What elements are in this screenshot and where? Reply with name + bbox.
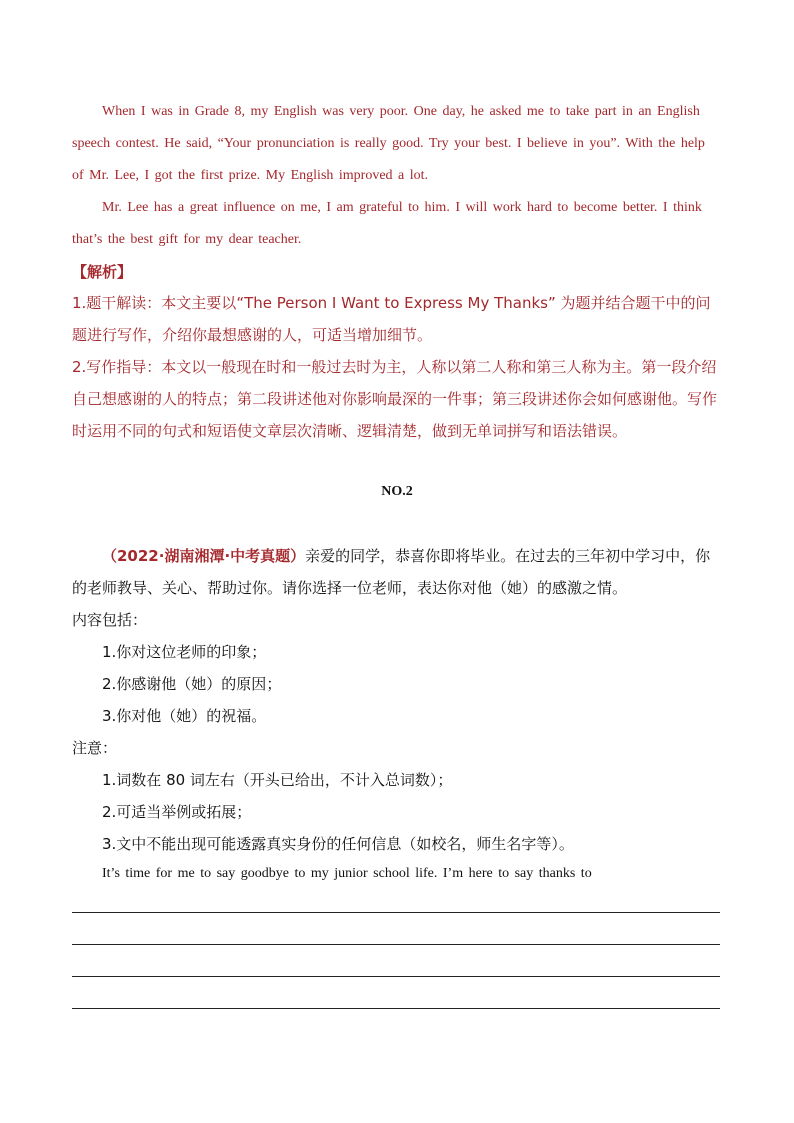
section-title: NO.2 <box>381 484 413 499</box>
note-item: 1.词数在 80 词左右（开头已给出，不计入总词数）； <box>102 771 453 789</box>
answer-line[interactable] <box>72 944 720 945</box>
answer-line[interactable] <box>72 1008 720 1009</box>
content-item: 3.你对他（她）的祝福。 <box>102 707 267 725</box>
notes-label: 注意： <box>72 739 118 757</box>
content-item: 1.你对这位老师的印象； <box>102 643 267 661</box>
content-label: 内容包括： <box>72 611 148 629</box>
note-item: 2.可适当举例或拓展； <box>102 803 252 821</box>
writing-opening: It’s time for me to say goodbye to my junior school life. I’m here to say thanks to <box>102 866 592 881</box>
question-prompt <box>72 540 722 604</box>
essay-paragraph-1: When I was in Grade 8, my English was very poor. One day, he asked me to take part in an English speech contest. He said, “Your pronunciation is really good. Try your best. I believe in you”. With the help of Mr. Lee, I got the first prize. My English improved a lot. <box>72 104 705 183</box>
answer-line[interactable] <box>72 976 720 977</box>
question-prompt-text: 亲爱的同学，恭喜你即将毕业。在过去的三年初中学习中，你的老师教导、关心、帮助过你。请你选择一位老师，表达你对他（她）的感激之情。 <box>72 547 711 597</box>
analysis-point-1: 1.题干解读：本文主要以“The Person I Want to Express My Thanks” 为题并结合题干中的问题进行写作，介绍你最想感谢的人，可适当增加细节。 <box>72 294 711 344</box>
analysis-point-2: 2.写作指导：本文以一般现在时和一般过去时为主，人称以第二人称和第三人称为主。第一段介绍自己想感谢的人的特点；第二段讲述他对你影响最深的一件事；第三段讲述你会如何感谢他。写作时运用不同的句式和短语使文章层次清晰、逻辑清楚，做到无单词拼写和语法错误。 <box>72 358 718 440</box>
content-item: 2.你感谢他（她）的原因； <box>102 675 282 693</box>
analysis-heading: 【解析】 <box>72 263 133 281</box>
note-item: 3.文中不能出现可能透露真实身份的任何信息（如校名，师生名字等）。 <box>102 835 574 853</box>
essay-paragraph-2: Mr. Lee has a great influence on me, I am grateful to him. I will work hard to become better. I think that’s the best gift for my dear teacher. <box>72 200 702 247</box>
answer-line[interactable] <box>72 912 720 913</box>
question-source: （2022·湖南湘潭·中考真题） <box>102 547 306 565</box>
